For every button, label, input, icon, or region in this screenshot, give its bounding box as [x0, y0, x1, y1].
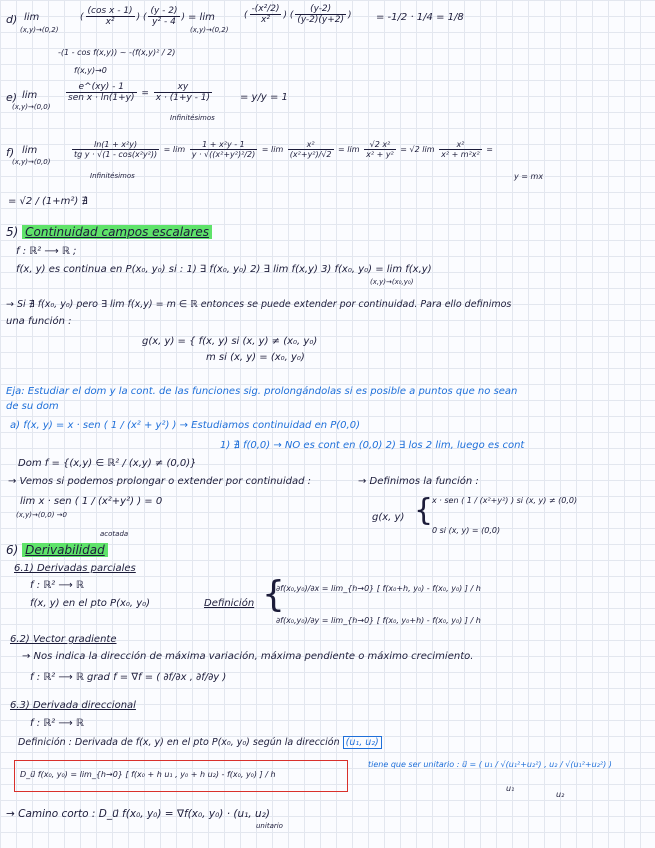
- item-d-lim-sub: (x,y)→(0,2): [20, 26, 59, 34]
- section-61-point: f(x, y) en el pto P(x₀, y₀): [30, 598, 151, 609]
- item-e-label: e): [6, 91, 18, 104]
- item-f-ymx: y = mx: [514, 172, 544, 181]
- section-63-unitario: tiene que ser unitario : u⃗ = ( u₁ / √(u₁²+u₂²) , u₂ / √(u₁²+u₂²) ): [368, 760, 612, 769]
- section-5-extension-1: → Si ∄ f(x₀, y₀) pero ∃ lim f(x,y) = m ∈ ℝ entonces se puede extender por continuidad. Para ello definimos: [6, 299, 512, 310]
- item-e-lim-sub: (x,y)→(0,0): [12, 103, 51, 111]
- exercise-limit: lim x · sen ( 1 / (x²+y²) ) = 0: [20, 496, 163, 507]
- section-61-brace: {: [262, 574, 285, 615]
- section-63-definition-text: Definición : Derivada de f(x, y) en el pto P(x₀, y₀) según la dirección: [18, 737, 340, 748]
- numerator: x²: [439, 140, 482, 150]
- numerator: (y-2): [295, 4, 346, 15]
- denominator: x²: [261, 15, 270, 26]
- numerator: √2 x²: [364, 140, 396, 150]
- section-63-f: f : ℝ² ⟶ ℝ: [30, 718, 84, 729]
- item-d-lim-sub-2: (x,y)→(0,2): [190, 26, 229, 34]
- exercise-limit-sub: (x,y)→(0,0) →0: [16, 511, 67, 519]
- exercise-g-case-1: x · sen ( 1 / (x²+y²) ) si (x, y) ≠ (0,0): [432, 496, 578, 505]
- section-6-number: 6): [6, 543, 19, 557]
- item-d-eq-lim: = lim: [188, 12, 215, 23]
- exercise-definimos: → Definimos la función :: [358, 476, 479, 487]
- section-5-g-line-2: m si (x, y) = (x₀, y₀): [206, 352, 305, 363]
- section-63-u2-label: u₂: [556, 790, 565, 799]
- numerator: (y - 2): [150, 6, 178, 16]
- section-63-camino-corto: → Camino corto : D_u⃗ f(x₀, y₀) = ∇f(x₀, y₀) · (u₁, u₂): [6, 808, 270, 820]
- numerator: (cos x - 1): [87, 6, 133, 16]
- section-61-partial-y: ∂f(x₀,y₀)/∂y = lim_{h→0} [ f(x₀, y₀+h) - f(x₀, y₀) ] / h: [276, 616, 481, 625]
- item-f-lim-sub: (x,y)→(0,0): [12, 158, 51, 166]
- exercise-domain: Dom f = {(x,y) ∈ ℝ² / (x,y) ≠ (0,0)}: [18, 458, 197, 469]
- item-e-lim: lim: [22, 90, 38, 101]
- exercise-title-2: de su dom: [6, 401, 59, 412]
- section-63-title: 6.3) Derivada direccional: [10, 700, 136, 711]
- section-63-unitario-note: unitario: [256, 822, 283, 830]
- numerator: x²: [288, 140, 334, 150]
- section-5-heading: [6, 226, 212, 240]
- item-f-fraction-1: $\frac{\text{ln(1 + x²y)}}{\text{tg y · √(1 - cos(x²y²))}}$ = lim $\frac{\text{1 + x²y - 1}}{\text{y · √((x²+y²)²/2)}}$ = lim $\frac{\text{x²}}{\text{(x²+y²)/√2}}$ = lim $\frac{\text{√2 x²}}{\text{x² + y²}}$ = √2 lim $\frac{\text{x²}}{\text{x² + m²x²}}$ =: [74, 140, 493, 160]
- section-5-extension-2: una función :: [6, 316, 72, 327]
- section-5-number: 5): [6, 225, 19, 239]
- exercise-g-case-2: 0 si (x, y) = (0,0): [432, 526, 501, 535]
- exercise-a-conclusion: 1) ∄ f(0,0) → NO es cont en (0,0) 2) ∃ los 2 lim, luego es cont: [220, 440, 525, 451]
- item-d-fraction-2: ( $\frac{\text{-(x²/2)}}{\text{x²}}$ ) ( $\frac{(y-2)}{(y-2)(y+2)}$ ): [244, 4, 352, 26]
- section-61-f: f : ℝ² ⟶ ℝ: [30, 580, 84, 591]
- section-63-definition: [18, 738, 382, 749]
- directional-derivative-formula: D_u⃗ f(x₀, y₀) = lim_{h→0} [ f(x₀ + h u₁ , y₀ + h u₂) - f(x₀, y₀) ] / h: [20, 770, 276, 779]
- denominator: y² - 4: [152, 17, 176, 28]
- item-f-lim: lim: [22, 145, 38, 156]
- numerator: xy: [154, 82, 212, 93]
- item-d-label: d): [6, 13, 18, 26]
- section-5-def: f : ℝ² ⟶ ℝ ;: [16, 246, 77, 257]
- exercise-acotada: acotada: [100, 530, 129, 538]
- section-5-continuity: f(x, y) es continua en P(x₀, y₀) si : 1) ∃ f(x₀, y₀) 2) ∃ lim f(x,y) 3) f(x₀, y₀) = lim f(x,y): [16, 264, 432, 275]
- exercise-g-label: g(x, y): [372, 512, 405, 523]
- denominator: sen x · ln(1+y): [68, 93, 135, 104]
- denominator: x² + y²: [366, 150, 394, 160]
- numerator: -(x²/2): [251, 4, 280, 14]
- denominator: tg y · √(1 - cos(x²y²)): [74, 150, 158, 160]
- numerator: ln(1 + x²y): [72, 140, 159, 150]
- section-6-heading: [6, 544, 108, 558]
- denominator: x²: [105, 17, 115, 28]
- section-61-partial-x: ∂f(x₀,y₀)/∂x = lim_{h→0} [ f(x₀+h, y₀) - f(x₀, y₀) ] / h: [276, 584, 481, 593]
- item-d-lim: lim: [24, 12, 40, 23]
- section-62-description: → Nos indica la dirección de máxima variación, máxima pendiente o máximo crecimiento.: [22, 651, 474, 662]
- exercise-title-1: Eja: Estudiar el dom y la cont. de las funciones sig. prolongándolas si es posible a puntos que no sean: [6, 386, 518, 397]
- section-63-u1-label: u₁: [506, 784, 515, 793]
- exercise-a: a) f(x, y) = x · sen ( 1 / (x² + y²) ) → Estudiamos continuidad en P(0,0): [10, 420, 360, 431]
- section-5-title: Continuidad campos escalares: [22, 225, 212, 239]
- item-d-fraction-1: ( $\frac{\text{(cos x - 1)}}{\text{x²}}$ ) ( $\frac{(y - 2)}{\text{y² - 4}}$ ): [80, 6, 186, 28]
- exercise-vemos: → Vemos si podemos prolongar o extender por continuidad :: [8, 476, 311, 487]
- item-e-result: = y/y = 1: [240, 92, 288, 103]
- section-62-gradient: f : ℝ² ⟶ ℝ grad f = ∇f = ( ∂f/∂x , ∂f/∂y ): [30, 672, 227, 683]
- item-e-infinitesimos: Infinitésimos: [170, 114, 215, 122]
- section-5-g-line-1: g(x, y) = { f(x, y) si (x, y) ≠ (x₀, y₀): [142, 336, 318, 347]
- item-f-label: f): [6, 146, 15, 159]
- section-61-title: 6.1) Derivadas parciales: [14, 563, 136, 574]
- item-d-result: = -1/2 · 1/4 = 1/8: [376, 12, 464, 23]
- section-61-definicion: Definición: [204, 598, 255, 609]
- item-e-fraction: $\frac{e\^{}(xy) - 1}{\text{sen x · ln(1+y)}}$ = $\frac{xy}{x \cdot (1+y - 1)}$: [68, 82, 211, 104]
- numerator: 1 + x²y - 1: [190, 140, 258, 150]
- section-6-title: Derivabilidad: [22, 543, 108, 557]
- item-f-infinitesimos: Infinitésimos: [90, 172, 135, 180]
- numerator: e^(xy) - 1: [66, 82, 137, 93]
- item-d-note-2: f(x,y)→0: [74, 66, 107, 75]
- denominator: x² + m²x²: [441, 150, 480, 160]
- section-63-direction: (u₁, u₂): [343, 736, 382, 749]
- denominator: (y-2)(y+2): [297, 15, 344, 26]
- item-d-note-1: -(1 - cos f(x,y)) ~ -(f(x,y)² / 2): [58, 48, 176, 57]
- section-5-lim-sub: (x,y)→(x₀,y₀): [370, 278, 414, 286]
- section-62-title: 6.2) Vector gradiente: [10, 634, 117, 645]
- denominator: x · (1+y - 1): [155, 93, 211, 104]
- item-f-result: = √2 / (1+m²) ∄: [8, 196, 88, 207]
- exercise-g-brace: {: [414, 493, 434, 528]
- denominator: y · √((x²+y²)²/2): [191, 150, 256, 160]
- denominator: (x²+y²)/√2: [289, 150, 332, 160]
